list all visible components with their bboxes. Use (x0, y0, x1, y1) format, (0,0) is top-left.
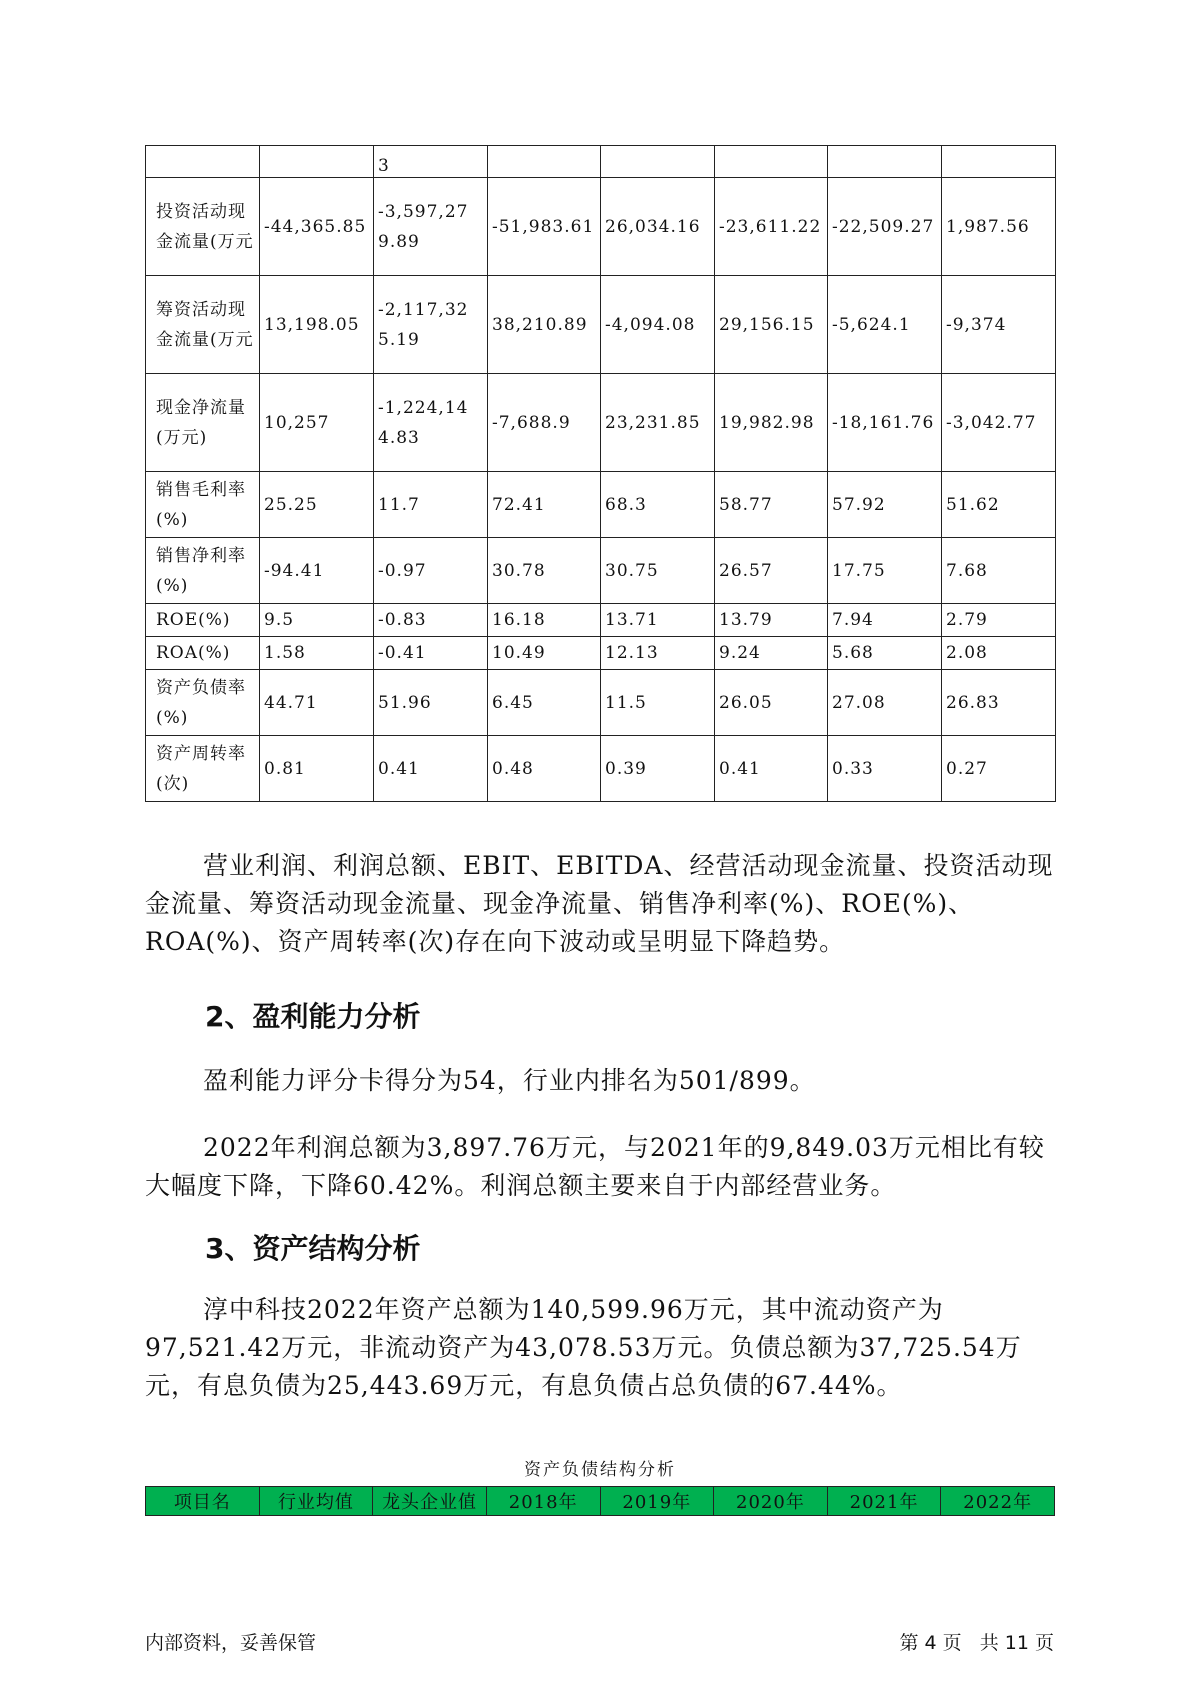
trend-paragraph: 营业利润、利润总额、EBIT、EBITDA、经营活动现金流量、投资活动现金流量、筹资活动现金流量、现金净流量、销售净利率(%)、ROE(%)、ROA(%)、资产周转率(次)存在向下波动或呈明显下降趋势。 (145, 851, 1054, 956)
table-cell: 0.39 (601, 736, 715, 802)
table-cell (488, 146, 601, 178)
column-header: 行业均值 (259, 1487, 373, 1516)
footer-confidential-note: 内部资料，妥善保管 (145, 1632, 317, 1654)
table-cell: 12.13 (601, 637, 715, 670)
table-cell: -9,374 (942, 276, 1056, 374)
table-cell: 27.08 (828, 670, 942, 736)
table-cell: 23,231.85 (601, 374, 715, 472)
table-cell: -3,042.77 (942, 374, 1056, 472)
table-cell: 5.68 (828, 637, 942, 670)
section-heading-profitability: 2、盈利能力分析 (205, 1000, 421, 1033)
table-cell (601, 146, 715, 178)
column-header: 2021年 (827, 1487, 941, 1516)
table-cell: 17.75 (828, 538, 942, 604)
assets-paragraph: 淳中科技2022年资产总额为140,599.96万元，其中流动资产为97,521.42万元，非流动资产为43,078.53万元。负债总额为37,725.54万元，有息负债为25,443.69万元，有息负债占总负债的67.44%。 (145, 1295, 1022, 1400)
table-cell: -23,611.22 (715, 178, 828, 276)
table-cell: 13.79 (715, 604, 828, 637)
row-label: 投资活动现金流量(万元 (146, 178, 260, 276)
table-row (146, 604, 1056, 637)
table-cell: 26.83 (942, 670, 1056, 736)
row-label: 资产周转率(次) (146, 736, 260, 802)
table-cell: 16.18 (488, 604, 601, 637)
table-cell: -3,597,279.89 (374, 178, 488, 276)
table-cell: 38,210.89 (488, 276, 601, 374)
row-label: 销售净利率(%) (146, 538, 260, 604)
financial-metrics-table (145, 145, 1056, 802)
footer-page-number: 第 4 页 共 11 页 (899, 1632, 1054, 1654)
table-cell: 57.92 (828, 472, 942, 538)
row-label: 资产负债率(%) (146, 670, 260, 736)
row-label: ROE(%) (146, 604, 260, 637)
table-cell: 10.49 (488, 637, 601, 670)
table-cell: -4,094.08 (601, 276, 715, 374)
column-header: 龙头企业值 (373, 1487, 487, 1516)
table-cell: -22,509.27 (828, 178, 942, 276)
table-cell: -1,224,144.83 (374, 374, 488, 472)
table-cell: 51.62 (942, 472, 1056, 538)
table-cell: 1.58 (260, 637, 374, 670)
table-cell: 0.33 (828, 736, 942, 802)
table-cell: 2.79 (942, 604, 1056, 637)
table-cell: 19,982.98 (715, 374, 828, 472)
table-cell (828, 146, 942, 178)
table-cell: 9.5 (260, 604, 374, 637)
column-header: 2020年 (714, 1487, 828, 1516)
table-cell: 3 (374, 146, 488, 178)
table-cell: 0.81 (260, 736, 374, 802)
column-header: 2019年 (600, 1487, 714, 1516)
row-label (146, 146, 260, 178)
table-cell: 0.48 (488, 736, 601, 802)
table-row (146, 637, 1056, 670)
balance-table-header-row (146, 1487, 1055, 1516)
row-label: 现金净流量(万元) (146, 374, 260, 472)
table-cell: 13.71 (601, 604, 715, 637)
section-heading-asset-structure: 3、资产结构分析 (205, 1232, 421, 1265)
table-row (146, 276, 1056, 374)
column-header: 2022年 (941, 1487, 1055, 1516)
table-cell: 26,034.16 (601, 178, 715, 276)
balance-structure-table (145, 1486, 1055, 1516)
table-row (146, 374, 1056, 472)
table-cell: 1,987.56 (942, 178, 1056, 276)
table-cell: 68.3 (601, 472, 715, 538)
table-cell: 0.41 (715, 736, 828, 802)
table-cell: 11.7 (374, 472, 488, 538)
table-row (146, 538, 1056, 604)
score-paragraph: 盈利能力评分卡得分为54，行业内排名为501/899。 (203, 1066, 816, 1095)
table-cell: 0.27 (942, 736, 1056, 802)
table-cell: -2,117,325.19 (374, 276, 488, 374)
table-cell: 30.75 (601, 538, 715, 604)
table-cell: -44,365.85 (260, 178, 374, 276)
table-cell: 11.5 (601, 670, 715, 736)
table-cell (715, 146, 828, 178)
profit-paragraph: 2022年利润总额为3,897.76万元，与2021年的9,849.03万元相比有较大幅度下降，下降60.42%。利润总额主要来自于内部经营业务。 (145, 1133, 1045, 1200)
table-cell: 25.25 (260, 472, 374, 538)
table-row (146, 178, 1056, 276)
table-cell (260, 146, 374, 178)
table-row (146, 670, 1056, 736)
table-cell: -7,688.9 (488, 374, 601, 472)
table-cell: 13,198.05 (260, 276, 374, 374)
table-row (146, 736, 1056, 802)
column-header: 项目名 (146, 1487, 260, 1516)
table-cell: 7.68 (942, 538, 1056, 604)
table-cell: 6.45 (488, 670, 601, 736)
table-cell: 7.94 (828, 604, 942, 637)
table-cell: -51,983.61 (488, 178, 601, 276)
table-cell: 2.08 (942, 637, 1056, 670)
row-label: 筹资活动现金流量(万元 (146, 276, 260, 374)
table-cell: 29,156.15 (715, 276, 828, 374)
table-row (146, 472, 1056, 538)
table-cell: -5,624.1 (828, 276, 942, 374)
table-cell: 44.71 (260, 670, 374, 736)
table-row (146, 146, 1056, 178)
table-cell: 10,257 (260, 374, 374, 472)
row-label: ROA(%) (146, 637, 260, 670)
table-cell: 9.24 (715, 637, 828, 670)
table-cell: -0.41 (374, 637, 488, 670)
table-cell: -0.83 (374, 604, 488, 637)
table-cell: 72.41 (488, 472, 601, 538)
column-header: 2018年 (486, 1487, 600, 1516)
table-cell: -94.41 (260, 538, 374, 604)
balance-table-caption: 资产负债结构分析 (524, 1460, 676, 1480)
table-cell: 51.96 (374, 670, 488, 736)
table-cell: 58.77 (715, 472, 828, 538)
table-cell: -18,161.76 (828, 374, 942, 472)
table-cell: 26.05 (715, 670, 828, 736)
table-cell: 26.57 (715, 538, 828, 604)
table-cell: -0.97 (374, 538, 488, 604)
table-cell (942, 146, 1056, 178)
table-cell: 30.78 (488, 538, 601, 604)
row-label: 销售毛利率(%) (146, 472, 260, 538)
table-cell: 0.41 (374, 736, 488, 802)
